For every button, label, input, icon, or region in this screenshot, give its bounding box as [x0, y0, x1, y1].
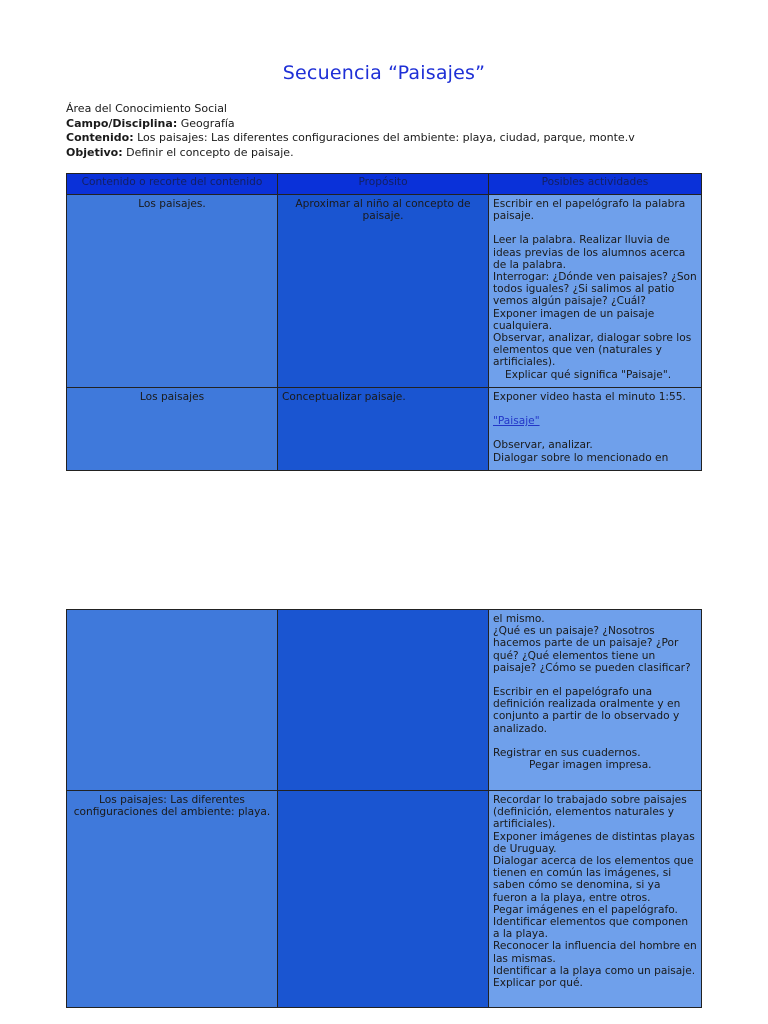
document-title: Secuencia “Paisajes”: [282, 62, 486, 84]
contenido-line: [66, 131, 706, 146]
objetivo-line: [66, 146, 706, 161]
header-contenido: Contenido o recorte del contenido: [67, 174, 278, 195]
activity-text: Recordar lo trabajado sobre paisajes (definición, elementos naturales y artificiales).: [493, 794, 687, 831]
activity-text: Registrar en sus cuadernos.: [493, 746, 641, 759]
activity-text: Pegar imágenes en el papelógrafo.: [493, 903, 678, 916]
campo-label: Campo/Disciplina:: [66, 116, 178, 130]
activity-text: Exponer imagen de un paisaje cualquiera.: [493, 307, 655, 332]
table-row: [67, 610, 702, 791]
row2-contenido: Los paisajes: [67, 388, 278, 471]
activity-text: Reconocer la influencia del hombre en las mismas.: [493, 940, 697, 965]
activity-text: Escribir en el papelógrafo una definición realizada oralmente y en conjunto a partir de lo observado y analizado.: [493, 686, 681, 735]
table-row: [67, 388, 702, 471]
header-actividades: Posibles actividades: [489, 174, 702, 195]
activity-text: Escribir en el papelógrafo la palabra paisaje.: [493, 198, 686, 223]
row3-contenido: [67, 610, 278, 791]
activity-text: el mismo.: [493, 613, 545, 625]
table-row: [67, 195, 702, 388]
activity-text: Leer la palabra. Realizar lluvia de ideas previas de los alumnos acerca de la palabra.: [493, 234, 686, 271]
activity-text: Identificar elementos que componen a la playa.: [493, 916, 689, 941]
row1-contenido: Los paisajes.: [67, 195, 278, 388]
activity-text: Interrogar: ¿Dónde ven paisajes? ¿Son todos iguales? ¿Si salimos al patio vemos algún paisaje? ¿Cuál?: [493, 271, 697, 308]
objetivo-value: Definir el concepto de paisaje.: [122, 145, 294, 159]
row4-proposito: [278, 791, 489, 1008]
objetivo-label: Objetivo:: [66, 145, 123, 159]
area-line: Área del Conocimiento Social: [66, 102, 227, 115]
sequence-table-page2: [66, 609, 702, 1008]
activity-text: Identificar a la playa como un paisaje. Explicar por qué.: [493, 964, 696, 990]
row2-proposito: Conceptualizar paisaje.: [278, 388, 489, 471]
row4-actividades: [489, 791, 702, 1008]
activity-text: Observar, analizar.: [493, 439, 593, 452]
activity-text: Observar, analizar, dialogar sobre los elementos que ven (naturales y artificiales).: [493, 332, 692, 369]
row2-actividades: [489, 388, 702, 471]
table-row: [67, 791, 702, 1008]
activity-text: Dialogar sobre lo mencionado en: [493, 451, 669, 464]
activity-text: ¿Qué es un paisaje? ¿Nosotros hacemos parte de un paisaje? ¿Por qué? ¿Qué elementos tiene un paisaje? ¿Cómo se pueden clasificar?: [493, 625, 691, 674]
table-header-row: [67, 174, 702, 195]
row1-proposito: Aproximar al niño al concepto de paisaje.: [278, 195, 489, 388]
video-link[interactable]: "Paisaje": [493, 415, 540, 428]
contenido-value: Los paisajes: Las diferentes configuraciones del ambiente: playa, ciudad, parque, monte.v: [133, 131, 635, 144]
row3-proposito: [278, 610, 489, 791]
activity-text: Exponer video hasta el minuto 1:55.: [493, 391, 686, 403]
row1-actividades: [489, 195, 702, 388]
activity-text: Exponer imágenes de distintas playas de Uruguay.: [493, 830, 695, 855]
row4-contenido: Los paisajes: Las diferentes configuraciones del ambiente: playa.: [67, 791, 278, 1008]
contenido-label: Contenido:: [66, 131, 134, 144]
document-header: [66, 102, 706, 160]
sequence-table-page1: [66, 173, 702, 471]
campo-line: [66, 117, 706, 132]
activity-text: Dialogar acerca de los elementos que tienen en común las imágenes, si saben cómo se denomina, si ya fueron a la playa, entre otros.: [493, 855, 694, 904]
activity-text: Explicar qué significa "Paisaje".: [505, 368, 672, 381]
header-proposito: Propósito: [278, 174, 489, 195]
campo-value: Geografía: [177, 116, 235, 130]
activity-text: Pegar imagen impresa.: [529, 759, 652, 772]
row3-actividades: [489, 610, 702, 791]
